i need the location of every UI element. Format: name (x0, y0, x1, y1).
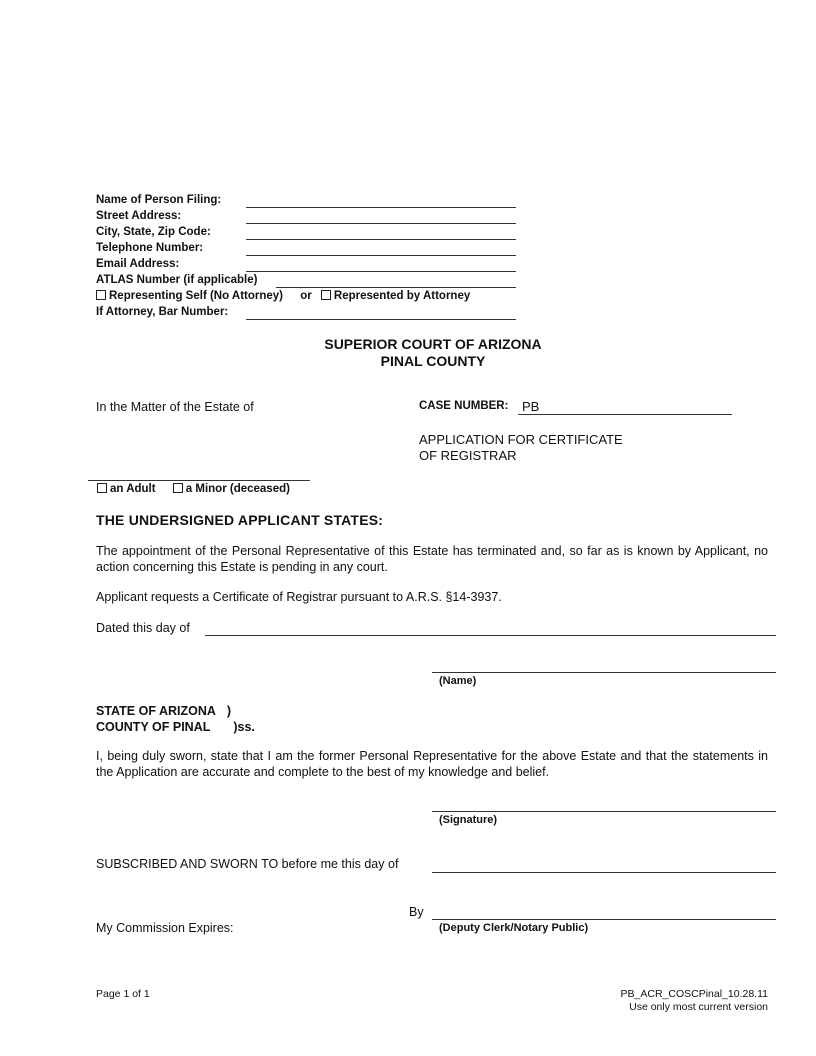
county-label: COUNTY OF PINAL (96, 720, 211, 734)
matter-of-estate-label: In the Matter of the Estate of (96, 400, 254, 414)
name-of-person-filing-label: Name of Person Filing: (96, 194, 222, 206)
represented-by-attorney-label: Represented by Attorney (333, 290, 471, 302)
representation-row (96, 290, 470, 302)
case-number-field[interactable] (518, 414, 732, 415)
court-county: PINAL COUNTY (380, 353, 486, 369)
representing-self-label: Representing Self (No Attorney) (109, 290, 284, 302)
name-caption: (Name) (439, 675, 477, 687)
telephone-number-label: Telephone Number: (96, 242, 204, 254)
sworn-statement: I, being duly sworn, state that I am the former Personal Representative for the above Estate and that the statements in the Application are accurate and complete to the best of my knowledge and belief. (96, 749, 768, 779)
estate-name-field[interactable] (88, 480, 310, 481)
deputy-clerk-signature-field[interactable] (432, 919, 776, 920)
signature-field[interactable] (432, 811, 776, 812)
commission-expires-label: My Commission Expires: (96, 921, 234, 935)
dated-label: Dated this day of (96, 621, 190, 635)
street-address-label: Street Address: (96, 210, 182, 222)
minor-label: a Minor (deceased) (185, 483, 290, 495)
by-label: By (409, 905, 424, 919)
applicant-states-heading: THE UNDERSIGNED APPLICANT STATES: (96, 512, 384, 528)
venue-block (96, 703, 255, 735)
document-title-line2: OF REGISTRAR (419, 448, 517, 463)
document-title-line1: APPLICATION FOR CERTIFICATE (419, 432, 623, 447)
represented-by-attorney-checkbox[interactable] (321, 290, 331, 300)
email-address-label: Email Address: (96, 258, 180, 270)
city-state-zip-field[interactable] (246, 239, 516, 240)
email-address-field[interactable] (246, 271, 516, 272)
representing-self-checkbox[interactable] (96, 290, 106, 300)
version-notice: Use only most current version (629, 1001, 768, 1013)
case-number-value[interactable]: PB (522, 399, 540, 414)
deputy-clerk-caption: (Deputy Clerk/Notary Public) (439, 922, 589, 934)
atlas-number-field[interactable] (276, 287, 516, 288)
subscribed-sworn-label: SUBSCRIBED AND SWORN TO before me this day of (96, 857, 399, 871)
city-state-zip-label: City, State, Zip Code: (96, 226, 211, 238)
name-of-person-filing-field[interactable] (246, 207, 516, 208)
street-address-field[interactable] (246, 223, 516, 224)
footer-form-info (621, 988, 768, 1014)
age-status-row (97, 483, 290, 495)
subscribed-date-field[interactable] (432, 872, 776, 873)
form-id: PB_ACR_COSCPinal_10.28.11 (620, 988, 768, 1000)
telephone-number-field[interactable] (246, 255, 516, 256)
atlas-number-label: ATLAS Number (if applicable) (96, 274, 258, 286)
adult-label: an Adult (110, 483, 156, 495)
minor-checkbox[interactable] (173, 483, 183, 493)
certificate-request-paragraph: Applicant requests a Certificate of Registrar pursuant to A.R.S. §14-3937. (96, 590, 502, 604)
termination-paragraph: The appointment of the Personal Representative of this Estate has terminated and, so far as is known by Applicant, no action concerning this Estate is pending in any court. (96, 544, 768, 574)
signature-caption: (Signature) (439, 814, 498, 826)
dated-field[interactable] (205, 635, 776, 636)
page-number: Page 1 of 1 (96, 988, 150, 1000)
or-label: or (300, 290, 312, 302)
court-title (250, 336, 616, 370)
adult-checkbox[interactable] (97, 483, 107, 493)
bar-number-field[interactable] (246, 319, 516, 320)
county-ss: )ss. (233, 720, 255, 734)
state-label: STATE OF ARIZONA (96, 704, 216, 718)
state-paren: ) (226, 704, 232, 718)
document-title (419, 432, 623, 464)
name-field[interactable] (432, 672, 776, 673)
court-name: SUPERIOR COURT OF ARIZONA (324, 336, 542, 352)
bar-number-label: If Attorney, Bar Number: (96, 306, 229, 318)
case-number-label: CASE NUMBER: (419, 400, 509, 412)
